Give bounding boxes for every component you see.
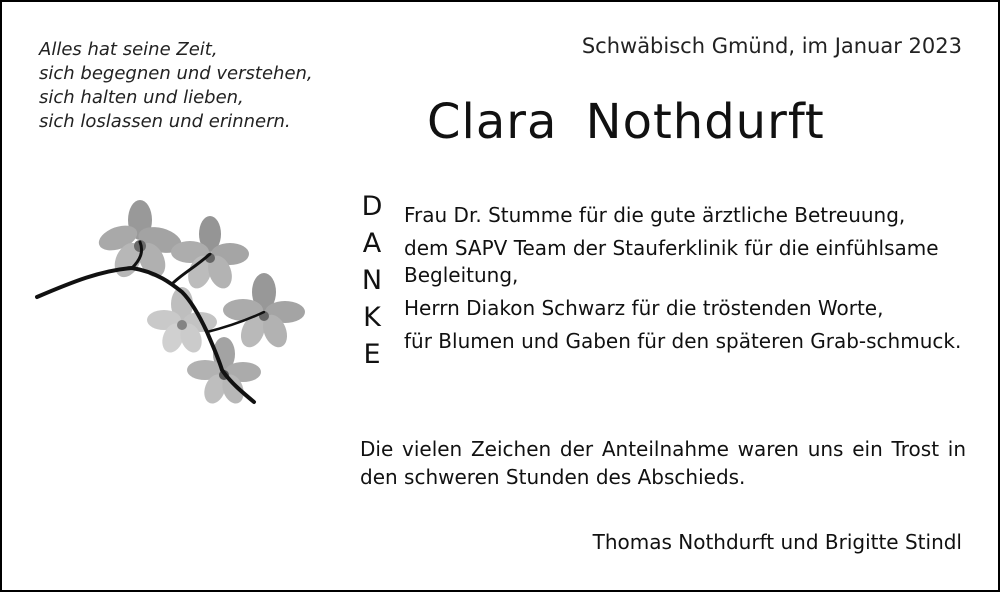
orchid-image: [32, 192, 307, 417]
danke-letter: K: [363, 302, 381, 333]
orchid-flowers: [95, 200, 305, 407]
danke-letter: D: [361, 191, 383, 222]
poem: [39, 38, 313, 134]
thanks-item: dem SAPV Team der Stauferklinik für die einfühlsame Begleitung,: [404, 236, 939, 287]
poem-line: sich loslassen und erinnern.: [39, 111, 291, 132]
danke-vertical: [358, 188, 386, 373]
poem-line: sich halten und lieben,: [39, 87, 244, 108]
signature: Thomas Nothdurft und Brigitte Stindl: [592, 530, 962, 554]
thanks-item: Herrn Diakon Schwarz für die tröstenden Worte,: [404, 296, 884, 320]
deceased-name: Clara Nothdurft: [427, 94, 825, 150]
thanks-item: für Blumen und Gaben für den späteren Grab-schmuck.: [404, 329, 962, 353]
thanks-item: Frau Dr. Stumme für die gute ärztliche Betreuung,: [404, 203, 906, 227]
closing-text: Die vielen Zeichen der Anteilnahme waren uns ein Trost in den schweren Stunden des Abschieds.: [360, 437, 966, 489]
poem-line: sich begegnen und verstehen,: [39, 63, 313, 84]
danke-letter: A: [362, 228, 382, 259]
danke-letter: E: [363, 339, 381, 370]
place-date: Schwäbisch Gmünd, im Januar 2023: [581, 34, 962, 58]
thanks-list: [404, 202, 966, 361]
danke-letter: N: [361, 265, 383, 296]
poem-line: Alles hat seine Zeit,: [39, 39, 218, 60]
